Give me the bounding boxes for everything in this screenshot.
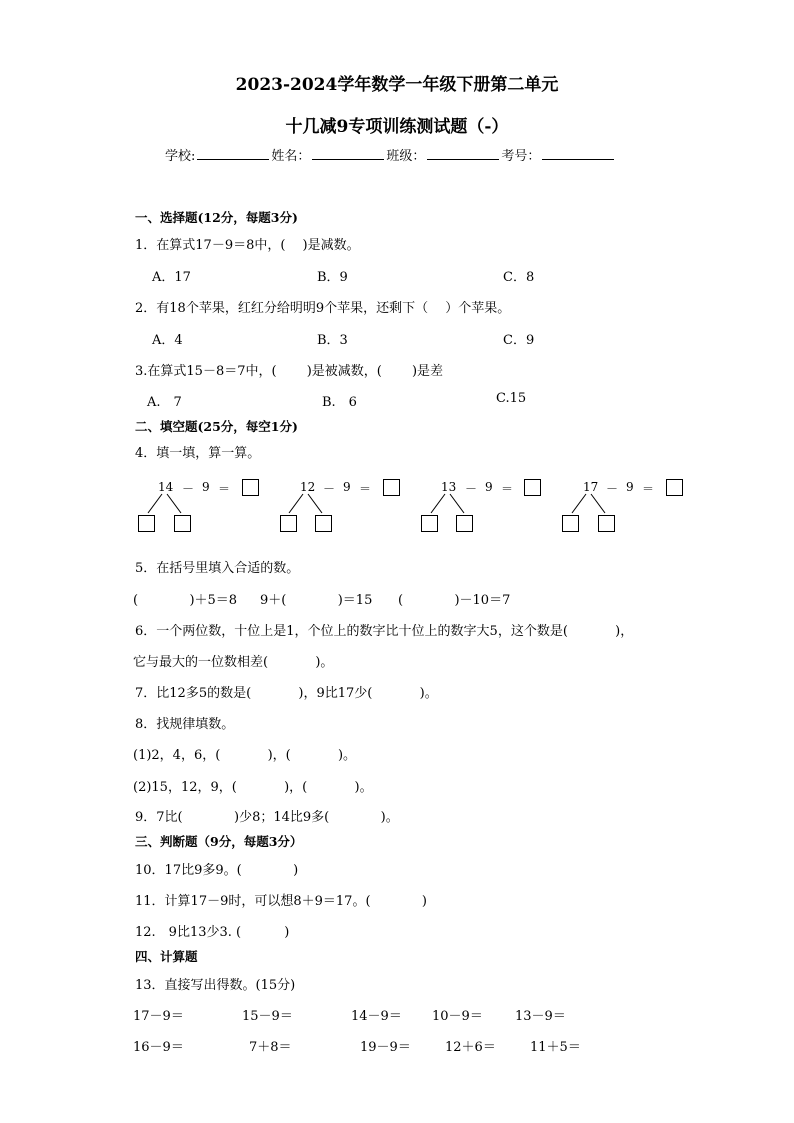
document-subtitle: 十几减9专项训练测试题（-） — [285, 117, 509, 137]
q4-item1-minuend: 14 — [158, 480, 174, 494]
question-6-line-2: 它与最大的一位数相差( )。 — [133, 655, 334, 670]
q4-item3-answer-box[interactable] — [524, 479, 541, 496]
calc-r1-c2[interactable]: 15－9＝ — [242, 1009, 293, 1024]
question-1: 1．在算式17－9＝8中，( )是减数。 — [135, 238, 360, 253]
q1-option-c[interactable]: C．8 — [503, 270, 535, 285]
q4-item2-split-left-box[interactable] — [280, 515, 297, 532]
q4-item2-op: － — [323, 482, 336, 496]
q5-expr-2[interactable]: 9＋( )＝15 — [260, 593, 373, 608]
q4-item2-subtrahend: 9 — [343, 480, 351, 494]
exam-no-blank[interactable] — [542, 147, 614, 160]
question-11: 11．计算17－9时，可以想8＋9＝17。( ) — [135, 894, 427, 909]
section-fill-heading: 二、填空题(25分，每空1分) — [135, 419, 298, 434]
class-blank[interactable] — [427, 147, 499, 160]
school-blank[interactable] — [197, 147, 269, 160]
q5-expr-1[interactable]: ( )＋5＝8 — [133, 593, 238, 608]
exam-no-label: 考号： — [501, 149, 541, 164]
calc-r2-c1[interactable]: 16－9＝ — [133, 1040, 184, 1055]
question-6-line-1: 6．一个两位数，十位上是1，个位上的数字比十位上的数字大5，这个数是( )， — [135, 624, 634, 639]
calc-r1-c5[interactable]: 13－9＝ — [515, 1009, 566, 1024]
q4-item2-eq: ＝ — [359, 482, 372, 496]
name-label: 姓名： — [271, 149, 311, 164]
section-calc-heading: 四、计算题 — [135, 949, 198, 964]
q4-item1-subtrahend: 9 — [202, 480, 210, 494]
q1-option-a[interactable]: A．17 — [152, 270, 191, 285]
q4-item2-answer-box[interactable] — [383, 479, 400, 496]
section-choice-heading: 一、选择题(12分，每题3分) — [135, 210, 298, 225]
q4-item3-split-right-box[interactable] — [456, 515, 473, 532]
calc-r2-c4[interactable]: 12＋6＝ — [445, 1040, 496, 1055]
q4-item1-eq: ＝ — [218, 482, 231, 496]
document-title: 2023-2024学年数学一年级下册第二单元 — [235, 75, 559, 95]
question-7: 7．比12多5的数是( )，9比17少( )。 — [135, 686, 438, 701]
calc-r1-c3[interactable]: 14－9＝ — [351, 1009, 402, 1024]
question-4: 4．填一填，算一算。 — [135, 446, 261, 461]
q4-item3-op: － — [465, 482, 478, 496]
q3-option-c[interactable]: C.15 — [496, 391, 527, 406]
q4-item1-split-left-box[interactable] — [138, 515, 155, 532]
school-label: 学校: — [165, 149, 196, 164]
question-9: 9．7比( )少8；14比9多( )。 — [135, 810, 399, 825]
q5-expr-3[interactable]: ( )－10＝7 — [398, 593, 511, 608]
q4-item4-minuend: 17 — [583, 480, 599, 494]
calc-r1-c4[interactable]: 10－9＝ — [432, 1009, 483, 1024]
calc-r2-c2[interactable]: 7＋8＝ — [249, 1040, 292, 1055]
question-8-part-1: (1)2，4，6，( )，( )。 — [133, 748, 357, 763]
q4-item4-split-right-box[interactable] — [598, 515, 615, 532]
question-12: 12. 9比13少3. ( ) — [135, 925, 290, 940]
q2-option-b[interactable]: B．3 — [317, 333, 348, 348]
calc-r2-c3[interactable]: 19－9＝ — [360, 1040, 411, 1055]
q3-option-b[interactable]: B. 6 — [322, 395, 357, 410]
q4-item3-subtrahend: 9 — [485, 480, 493, 494]
q2-option-c[interactable]: C．9 — [503, 333, 535, 348]
student-info-line — [165, 145, 616, 164]
question-8-part-2: (2)15，12，9，( )，( )。 — [133, 780, 373, 795]
q4-item4-subtrahend: 9 — [626, 480, 634, 494]
question-8: 8．找规律填数。 — [135, 717, 235, 732]
q4-item1-answer-box[interactable] — [242, 479, 259, 496]
q3-option-a[interactable]: A. 7 — [147, 395, 182, 410]
q4-item3-split-left-box[interactable] — [421, 515, 438, 532]
question-5: 5．在括号里填入合适的数。 — [135, 561, 300, 576]
section-judge-heading: 三、判断题（9分，每题3分） — [135, 834, 303, 849]
question-3: 3.在算式15－8＝7中，( )是被减数，( )是差 — [135, 364, 444, 379]
q2-option-a[interactable]: A．4 — [152, 333, 183, 348]
q4-item2-split-right-box[interactable] — [315, 515, 332, 532]
question-10: 10．17比9多9。( ) — [135, 863, 299, 878]
question-13: 13．直接写出得数。(15分) — [135, 978, 296, 993]
q4-item4-eq: ＝ — [642, 482, 655, 496]
class-label: 班级： — [386, 149, 426, 164]
q4-item3-minuend: 13 — [441, 480, 457, 494]
question-2: 2．有18个苹果，红红分给明明9个苹果，还剩下（ ）个苹果。 — [135, 301, 511, 316]
q1-option-b[interactable]: B．9 — [317, 270, 348, 285]
q4-item4-split-left-box[interactable] — [562, 515, 579, 532]
q4-item1-op: － — [182, 482, 195, 496]
q4-item2-minuend: 12 — [300, 480, 316, 494]
calc-r1-c1[interactable]: 17－9＝ — [133, 1009, 184, 1024]
calc-r2-c5[interactable]: 11＋5＝ — [530, 1040, 581, 1055]
q4-item1-split-right-box[interactable] — [174, 515, 191, 532]
q4-item4-op: － — [606, 482, 619, 496]
q4-item4-answer-box[interactable] — [666, 479, 683, 496]
name-blank[interactable] — [312, 147, 384, 160]
q4-item3-eq: ＝ — [501, 482, 514, 496]
